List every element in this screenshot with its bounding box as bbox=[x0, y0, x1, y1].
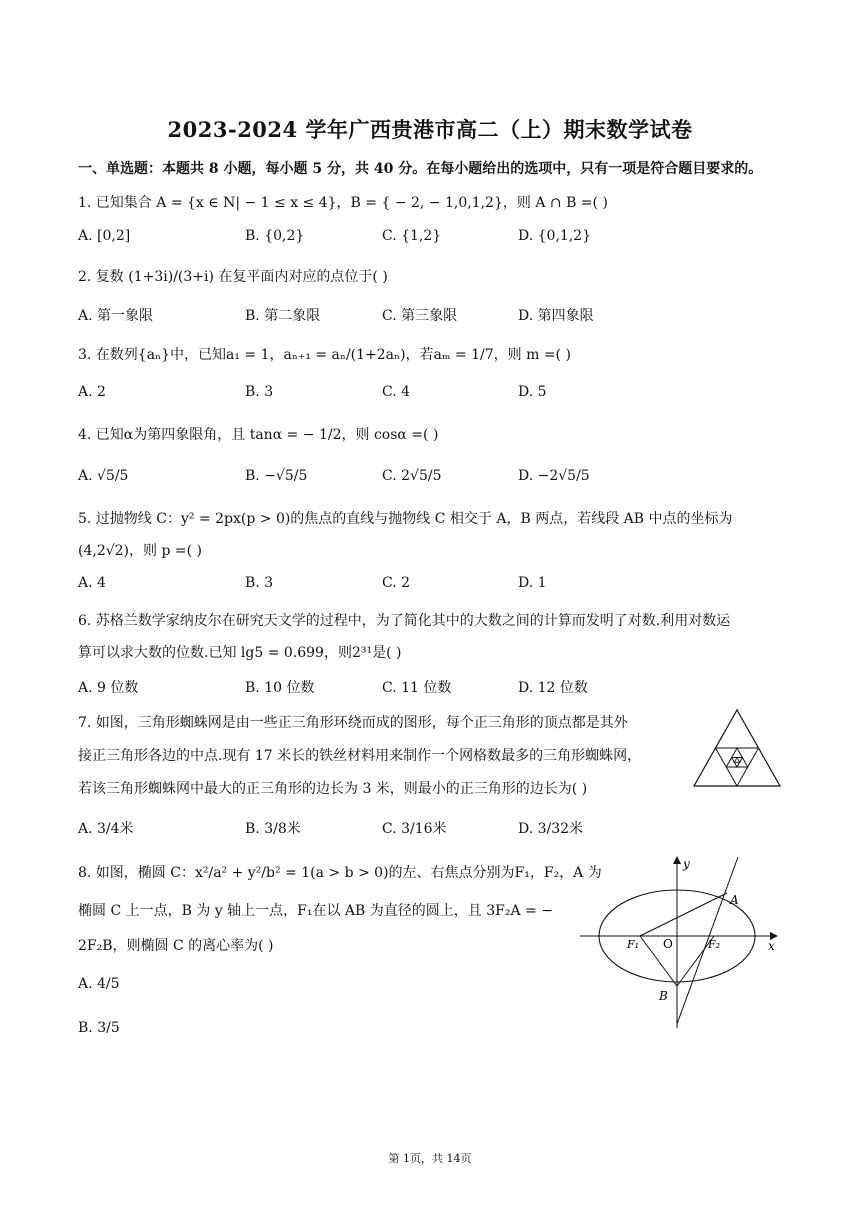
question-1: 1. 已知集合 A = {x ∈ N| − 1 ≤ x ≤ 4}，B = { − 2, − 1,0,1,2}，则 A ∩ B =( ) bbox=[78, 195, 608, 211]
point-a-label: A bbox=[730, 893, 739, 907]
q3-option-c: C. 4 bbox=[382, 384, 411, 400]
x-axis-label: x bbox=[768, 939, 775, 953]
focus-f1-label: F₁ bbox=[627, 938, 640, 951]
question-7-line-1: 7. 如图，三角形蜘蛛网是由一些正三角形环绕而成的图形，每个正三角形的顶点都是其外 bbox=[78, 715, 628, 731]
q8-option-b: B. 3/5 bbox=[78, 1020, 120, 1036]
question-2: 2. 复数 (1+3i)/(3+i) 在复平面内对应的点位于( ) bbox=[78, 269, 388, 285]
q7-option-b: B. 3/8米 bbox=[245, 821, 301, 837]
q6-option-c: C. 11 位数 bbox=[382, 680, 452, 696]
q8-option-a: A. 4/5 bbox=[78, 976, 120, 992]
q2-option-c: C. 第三象限 bbox=[382, 308, 458, 324]
q6-option-b: B. 10 位数 bbox=[245, 680, 315, 696]
question-8-line-2: 椭圆 C 上一点，B 为 y 轴上一点，F₁在以 AB 为直径的圆上，且 3F₂A = − bbox=[78, 903, 553, 919]
page-footer: 第 1页，共 14页 bbox=[388, 1152, 472, 1165]
q6-option-a: A. 9 位数 bbox=[78, 680, 139, 696]
question-6-line-2: 算可以求大数的位数.已知 lg5 = 0.699，则2³¹是( ) bbox=[78, 645, 402, 661]
q2-option-d: D. 第四象限 bbox=[518, 308, 594, 324]
q7-option-c: C. 3/16米 bbox=[382, 821, 447, 837]
question-5-line-1: 5. 过抛物线 C：y² = 2px(p > 0)的焦点的直线与抛物线 C 相交于 A，B 两点，若线段 AB 中点的坐标为 bbox=[78, 511, 733, 527]
page-title: 2023-2024 学年广西贵港市高二（上）期末数学试卷 bbox=[167, 117, 693, 142]
q5-option-a: A. 4 bbox=[78, 575, 106, 591]
q7-option-a: A. 3/4米 bbox=[78, 821, 134, 837]
section-heading: 一、单选题：本题共 8 小题，每小题 5 分，共 40 分。在每小题给出的选项中，只有一项是符合题目要求的。 bbox=[78, 161, 763, 177]
question-8-line-3: 2F₂B，则椭圆 C 的离心率为( ) bbox=[78, 938, 274, 954]
q4-option-c: C. 2√5/5 bbox=[382, 468, 442, 484]
q1-option-b: B. {0,2} bbox=[245, 228, 305, 244]
q3-option-d: D. 5 bbox=[518, 384, 547, 400]
question-5-line-2: (4,2√2)，则 p =( ) bbox=[78, 543, 202, 559]
spider-web-figure bbox=[690, 706, 784, 790]
q7-option-d: D. 3/32米 bbox=[518, 821, 584, 837]
q1-option-c: C. {1,2} bbox=[382, 228, 442, 244]
question-7-line-3: 若该三角形蜘蛛网中最大的正三角形的边长为 3 米，则最小的正三角形的边长为( ) bbox=[78, 781, 588, 797]
question-6-line-1: 6. 苏格兰数学家纳皮尔在研究天文学的过程中，为了简化其中的大数之间的计算而发明了对数.利用对数运 bbox=[78, 613, 731, 629]
q3-option-a: A. 2 bbox=[78, 384, 106, 400]
q5-option-b: B. 3 bbox=[245, 575, 274, 591]
question-8-line-1: 8. 如图，椭圆 C：x²/a² + y²/b² = 1(a > b > 0)的左、右焦点分别为F₁，F₂，A 为 bbox=[78, 865, 602, 881]
question-3: 3. 在数列{aₙ}中，已知a₁ = 1，aₙ₊₁ = aₙ/(1+2aₙ)，若aₘ = 1/7，则 m =( ) bbox=[78, 347, 571, 363]
y-axis-label: y bbox=[683, 857, 690, 871]
question-4: 4. 已知α为第四象限角，且 tanα = − 1/2，则 cosα =( ) bbox=[78, 427, 439, 443]
origin-label: O bbox=[663, 937, 673, 951]
point-b-label: B bbox=[659, 989, 668, 1003]
q1-option-a: A. [0,2] bbox=[78, 228, 131, 244]
q6-option-d: D. 12 位数 bbox=[518, 680, 588, 696]
q4-option-d: D. −2√5/5 bbox=[518, 468, 590, 484]
q1-option-d: D. {0,1,2} bbox=[518, 228, 592, 244]
q4-option-b: B. −√5/5 bbox=[245, 468, 308, 484]
q3-option-b: B. 3 bbox=[245, 384, 274, 400]
focus-f2-label: F₂ bbox=[708, 938, 721, 951]
q5-option-c: C. 2 bbox=[382, 575, 411, 591]
q5-option-d: D. 1 bbox=[518, 575, 547, 591]
q2-option-b: B. 第二象限 bbox=[245, 308, 321, 324]
ellipse-figure bbox=[580, 852, 780, 1032]
question-7-line-2: 接正三角形各边的中点.现有 17 米长的铁丝材料用来制作一个网格数最多的三角形蜘蛛网， bbox=[78, 748, 642, 764]
q4-option-a: A. √5/5 bbox=[78, 468, 129, 484]
q2-option-a: A. 第一象限 bbox=[78, 308, 154, 324]
